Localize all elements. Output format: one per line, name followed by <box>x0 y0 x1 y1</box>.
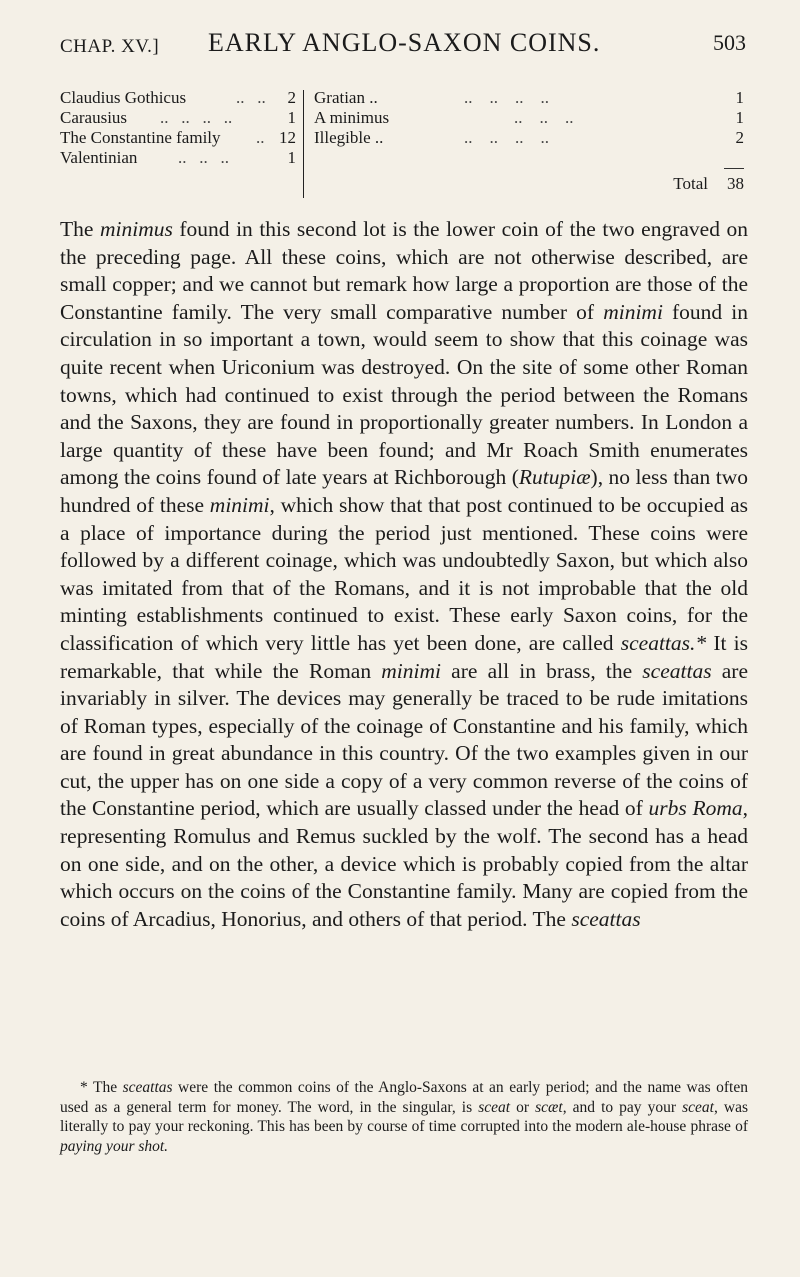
tally-row <box>314 88 744 108</box>
footnote-text: * The sceattas were the common coins of the Anglo-Saxons at an early period; and the name was often used as a general term for money. The word, in the singular, is sceat or scæt, and to pay your sceat, was literally to pay your reckoning. This has been by course of time corrupted into the modern ale-house phrase of paying your shot. <box>60 1079 749 1155</box>
tally-row <box>60 148 296 168</box>
running-title: EARLY ANGLO-SAXON COINS. <box>208 28 601 57</box>
tally-row <box>314 128 744 148</box>
tally-row <box>60 128 296 148</box>
total-row <box>584 174 744 196</box>
tally-name: The Constantine family <box>60 128 221 147</box>
tally-name: Carausius <box>60 108 128 127</box>
tally-left-column <box>60 88 296 168</box>
leader-dots: .. .. <box>236 88 266 107</box>
page-number: 503 <box>713 30 746 55</box>
tally-count: 2 <box>287 88 296 107</box>
tally-count: 12 <box>279 128 296 147</box>
tally-name: Valentinian <box>60 148 138 167</box>
total-rule <box>724 168 744 169</box>
total-value: 38 <box>727 174 744 193</box>
leader-dots: .. .. .. .. <box>160 108 233 127</box>
paragraph: The minimus found in this second lot is the lower coin of the two engraved on the preceding page. All these coins, which are not otherwise described, are small copper; and we cannot but remark how large a proportion are those of the Constantine family. The very small comparative number of minimi found in circulation in so important a town, would seem to show that this coinage was quite recent when Uriconium was destroyed. On the site of some other Roman towns, which had continued to exist through the period between the Romans and the Saxons, they are found in proportionally greater numbers. In London a large quantity of these have been found; and Mr Roach Smith enumerates among the coins found of late years at Richborough (Rutupiæ), no less than two hundred of these minimi, which show that that post continued to be occupied as a place of importance during the period just mentioned. These coins were followed by a different coinage, which was undoubtedly Saxon, but which also was imitated from that of the Romans, and it is not improbable that the old minting establishments continued to exist. These early Saxon coins, for the classification of which very little has yet been done, are called sceattas.* It is remarkable, that while the Roman minimi are all in brass, the sceattas are invariably in silver. The devices may generally be traced to be rude imitations of Roman types, especially of the coinage of Constantine and his family, which are found in great abundance in this country. Of the two examples given in our cut, the upper has on one side a copy of a very common reverse of the coins of the Constantine period, which are usually classed under the head of urbs Roma, representing Romulus and Remus suckled by the wolf. The second has a head on one side, and on the other, a device which is probably copied from the altar which occurs on the coins of the Constantine family. Many are copied from the coins of Arcadius, Honorius, and others of that period. The sceattas <box>60 217 748 931</box>
tally-row <box>60 108 296 128</box>
tally-right-column <box>314 88 744 193</box>
tally-count: 1 <box>287 148 296 167</box>
tally-count: 1 <box>287 108 296 127</box>
leader-dots: .. .. .. .. <box>464 128 549 147</box>
running-header <box>60 28 746 68</box>
tally-row <box>60 88 296 108</box>
tally-count: 1 <box>735 88 744 107</box>
tally-name: Illegible .. <box>314 128 384 147</box>
leader-dots: .. <box>256 128 265 147</box>
tally-name: Gratian .. <box>314 88 378 107</box>
column-divider <box>303 90 304 198</box>
body-text <box>60 216 748 933</box>
tally-count: 1 <box>735 108 744 127</box>
tally-count: 2 <box>735 128 744 147</box>
leader-dots: .. .. .. <box>178 148 229 167</box>
coin-tally-table <box>60 88 746 208</box>
chapter-label: CHAP. XV.] <box>60 36 160 57</box>
tally-name: A minimus <box>314 108 390 127</box>
tally-row <box>314 108 744 128</box>
leader-dots: .. .. .. .. <box>464 88 549 107</box>
tally-name: Claudius Gothicus <box>60 88 187 107</box>
leader-dots: .. .. .. <box>514 108 574 127</box>
footnote <box>60 1078 748 1156</box>
total-label: Total <box>673 174 708 193</box>
